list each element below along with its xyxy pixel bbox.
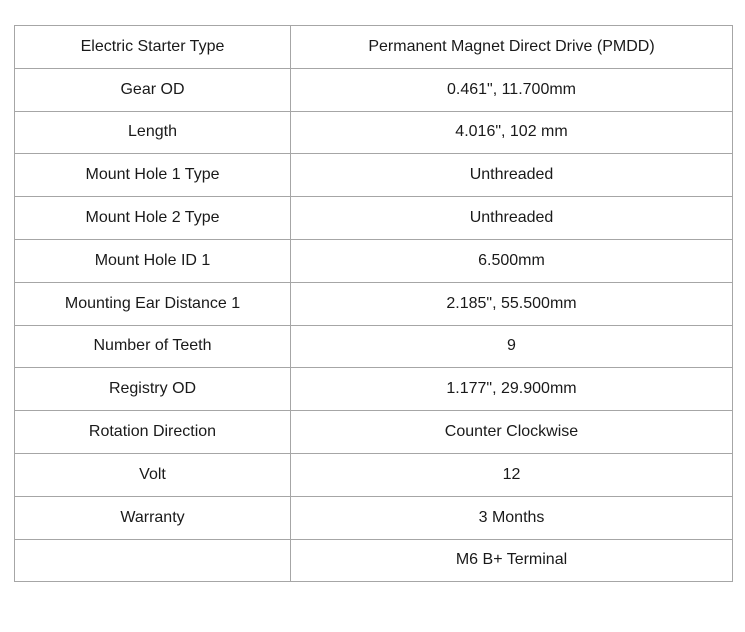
- table-row: [15, 453, 733, 496]
- spec-value: 9: [291, 325, 733, 368]
- table-row: [15, 282, 733, 325]
- table-row: [15, 111, 733, 154]
- spec-value: 2.185", 55.500mm: [291, 282, 733, 325]
- table-row: [15, 239, 733, 282]
- table-row: [15, 197, 733, 240]
- spec-table: [14, 25, 733, 582]
- spec-table-body: [15, 26, 733, 582]
- spec-label: Registry OD: [15, 368, 291, 411]
- spec-label: Electric Starter Type: [15, 26, 291, 69]
- table-row: [15, 411, 733, 454]
- spec-label: Length: [15, 111, 291, 154]
- spec-value: Counter Clockwise: [291, 411, 733, 454]
- spec-value: Unthreaded: [291, 197, 733, 240]
- spec-value: M6 B+ Terminal: [291, 539, 733, 582]
- table-row: [15, 154, 733, 197]
- spec-label: Warranty: [15, 496, 291, 539]
- spec-value: 6.500mm: [291, 239, 733, 282]
- spec-label: Number of Teeth: [15, 325, 291, 368]
- spec-value: 1.177", 29.900mm: [291, 368, 733, 411]
- spec-value: Permanent Magnet Direct Drive (PMDD): [291, 26, 733, 69]
- spec-value: 4.016", 102 mm: [291, 111, 733, 154]
- table-row: [15, 26, 733, 69]
- spec-label: Rotation Direction: [15, 411, 291, 454]
- spec-value: 12: [291, 453, 733, 496]
- spec-value: Unthreaded: [291, 154, 733, 197]
- spec-label: Mount Hole 1 Type: [15, 154, 291, 197]
- table-row: [15, 368, 733, 411]
- spec-label: [15, 539, 291, 582]
- table-row: [15, 68, 733, 111]
- spec-label: Mount Hole 2 Type: [15, 197, 291, 240]
- spec-value: 0.461", 11.700mm: [291, 68, 733, 111]
- spec-label: Mount Hole ID 1: [15, 239, 291, 282]
- table-row: [15, 496, 733, 539]
- spec-value: 3 Months: [291, 496, 733, 539]
- table-row: [15, 325, 733, 368]
- spec-label: Volt: [15, 453, 291, 496]
- spec-label: Gear OD: [15, 68, 291, 111]
- table-row: [15, 539, 733, 582]
- spec-label: Mounting Ear Distance 1: [15, 282, 291, 325]
